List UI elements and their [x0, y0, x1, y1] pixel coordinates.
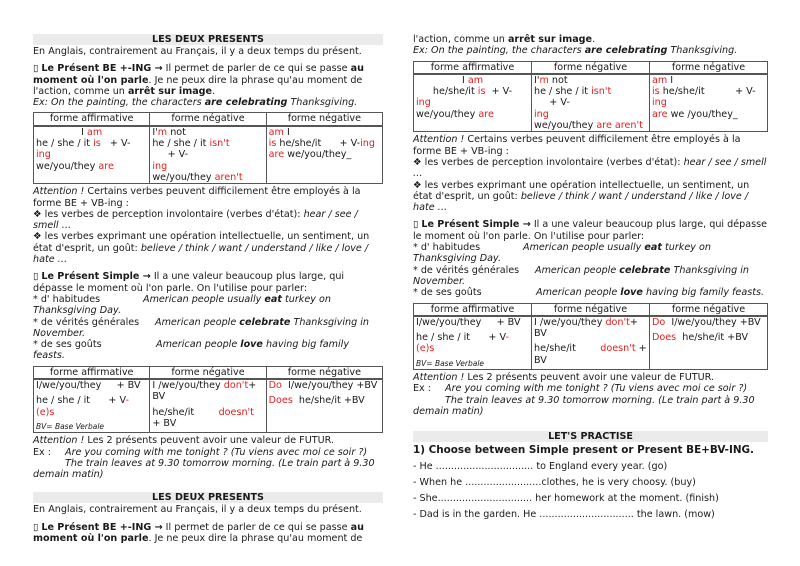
- be-ing-paragraph: ▯ Le Présent BE +-ING → Il permet de parler de ce qui se passe au moment où l'on parle. Je ne peux dire la phrase qu'au moment de l'action, comme un arrêt sur image.: [33, 63, 364, 97]
- interrogative-cell: Do I/we/you/they +BV Does he/she/it +BV: [266, 379, 382, 433]
- table-header: forme négative: [266, 366, 382, 379]
- negative-cell: I'm not he / she / it isn't + V- ing we/you/they aren't: [150, 126, 266, 184]
- bullet-icon: ▯: [33, 63, 39, 75]
- interrogative-cell: Do I/we/you/they +BV Does he/she/it +BV: [650, 316, 768, 370]
- exercise-item: - Dad is in the garden. He ............................... the lawn. (mow): [413, 509, 715, 521]
- usage-item: * de vérités générales American people celebrate Thanksgiving in November.: [413, 264, 750, 287]
- futur-example: Ex : Are you coming with me tonight ? (Tu viens avec moi ce soir ?): [413, 383, 748, 395]
- section-title-repeat: LES DEUX PRESENTS: [33, 492, 383, 503]
- table-row: [414, 316, 768, 370]
- futur-example: The train leaves at 9.30 tomorrow morning. (Le train part à 9.30 demain matin): [413, 394, 755, 417]
- attention-item: ❖ les verbes de perception involontaire (verbes d'état): hear / see / smell …: [413, 156, 767, 180]
- intro-text-repeat: En Anglais, contrairement au Français, il y a deux temps du présent.: [33, 504, 362, 516]
- negative-cell: I /we/you/they don't+ BV he/she/it doesn't + BV: [532, 316, 650, 370]
- futur-note: Attention ! Les 2 présents peuvent avoir une valeur de FUTUR.: [33, 435, 334, 447]
- table-header: forme négative: [266, 113, 382, 126]
- usage-item: * de vérités générales American people celebrate Thanksgiving in November.: [33, 316, 370, 339]
- table-row: [34, 379, 383, 433]
- affirmative-cell: I am he/she/it is + V- ing we/you/they are: [414, 74, 532, 132]
- bullet-icon: ▯: [413, 219, 419, 231]
- attention-item: ❖ les verbes exprimant une opération intellectuelle, un sentiment, un état d'esprit, un goût: believe / think / want / understand / like / love / hate …: [413, 179, 750, 214]
- bullet-icon: ▯: [33, 521, 39, 533]
- be-ing-table: [33, 112, 383, 184]
- table-header: forme négative: [150, 113, 266, 126]
- usage-item: * de ses goûts American people love having big family feasts.: [413, 287, 765, 299]
- negative-cell: I'm not he / she / it isn't + V- ing we/you/they are aren't: [532, 74, 650, 132]
- usage-item: * de ses goûts American people love having big family feasts.: [33, 339, 349, 362]
- simple-heading: Le Présent Simple →: [421, 219, 531, 231]
- futur-example: The train leaves at 9.30 tomorrow morning. (Le train part à 9.30 demain matin): [33, 457, 375, 481]
- exercise-item: - When he .........................clothes, he is very choosy. (buy): [413, 476, 696, 488]
- usage-item: * d' habitudes American people usually eat turkey on Thanksgiving Day.: [413, 242, 711, 265]
- affirmative-cell: I/we/you/they + BV he / she / it + V- (e)s BV= Base Verbale: [34, 379, 150, 433]
- be-ing-continuation: l'action, comme un arrêt sur image.: [413, 34, 596, 45]
- exercise-item: - She............................... her homework at the moment. (finish): [413, 493, 719, 505]
- intro-text: En Anglais, contrairement au Français, il y a deux temps du présent.: [33, 46, 362, 57]
- attention-item: ❖ les verbes exprimant une opération intellectuelle, un sentiment, un état d'esprit, un goût: believe / think / want / understand / like / love / hate …: [33, 231, 370, 266]
- futur-note: Attention ! Les 2 présents peuvent avoir une valeur de FUTUR.: [413, 372, 714, 384]
- negative-cell: I /we/you/they don't+ BV he/she/it doesn't + BV: [150, 379, 266, 433]
- section-title: LES DEUX PRESENTS: [33, 34, 383, 45]
- table-header: forme négative: [150, 366, 266, 379]
- simple-heading: Le Présent Simple →: [41, 271, 151, 283]
- practise-title: LET'S PRACTISE: [413, 431, 768, 442]
- be-ing-example: Ex: On the painting, the characters are celebrating Thanksgiving.: [413, 45, 738, 57]
- simple-table: [413, 303, 768, 370]
- right-column: [413, 34, 768, 521]
- simple-table: [33, 366, 383, 433]
- attention-note: Attention ! Certains verbes peuvent difficilement être employés à la forme BE + VB-ing :: [413, 134, 741, 157]
- exercise-title: 1) Choose between Simple present or Present BE+BV-ING.: [413, 444, 755, 457]
- table-header: forme négative: [650, 61, 768, 74]
- exercise-item: - He ................................ to England every year. (go): [413, 460, 668, 472]
- be-ing-paragraph-repeat: ▯ Le Présent BE +-ING → Il permet de parler de ce qui se passe au moment où l'on parle. Je ne peux dire la phrase qu'au moment de: [33, 521, 364, 544]
- be-ing-heading: Le Présent BE +-ING →: [41, 63, 163, 75]
- table-header: forme affirmative: [414, 303, 532, 316]
- table-header: forme négative: [650, 303, 768, 316]
- table-row: [414, 74, 768, 132]
- interrogative-cell: am I is he/she/it + V-ing are we/you/they_: [266, 126, 382, 184]
- simple-paragraph: ▯ Le Présent Simple → Il a une valeur beaucoup plus large, qui dépasse le moment où l'on parle. On l'utilise pour parler:: [33, 271, 345, 294]
- affirmative-cell: I am he / she / it is + V- ing we/you/they are: [34, 126, 150, 184]
- table-header: forme affirmative: [34, 113, 150, 126]
- left-column: [33, 34, 383, 544]
- affirmative-cell: I/we/you/they + BV he / she / it + V- (e)s BV= Base Verbale: [414, 316, 532, 370]
- be-ing-example: Ex: On the painting, the characters are celebrating Thanksgiving.: [33, 97, 358, 109]
- table-header: forme affirmative: [414, 61, 532, 74]
- bullet-icon: ▯: [33, 271, 39, 283]
- be-ing-table: [413, 61, 768, 133]
- attention-item: ❖ les verbes de perception involontaire (verbes d'état): hear / see / smell …: [33, 208, 358, 232]
- usage-item: * d' habitudes American people usually eat turkey on Thanksgiving Day.: [33, 293, 331, 317]
- simple-paragraph: ▯ Le Présent Simple → Il a une valeur beaucoup plus large, qui dépasse le moment où l'on parle. On l'utilise pour parler:: [413, 219, 767, 242]
- table-header: forme affirmative: [34, 366, 150, 379]
- interrogative-cell: am I is he/she/it + V- ing are we /you/they_: [650, 74, 768, 132]
- table-header: forme négative: [532, 303, 650, 316]
- futur-example: Ex : Are you coming with me tonight ? (Tu viens avec moi ce soir ?): [33, 446, 368, 458]
- table-header: forme négative: [532, 61, 650, 74]
- table-row: [34, 126, 383, 184]
- attention-note: Attention ! Certains verbes peuvent difficilement être employés à la forme BE + VB-ing :: [33, 186, 361, 209]
